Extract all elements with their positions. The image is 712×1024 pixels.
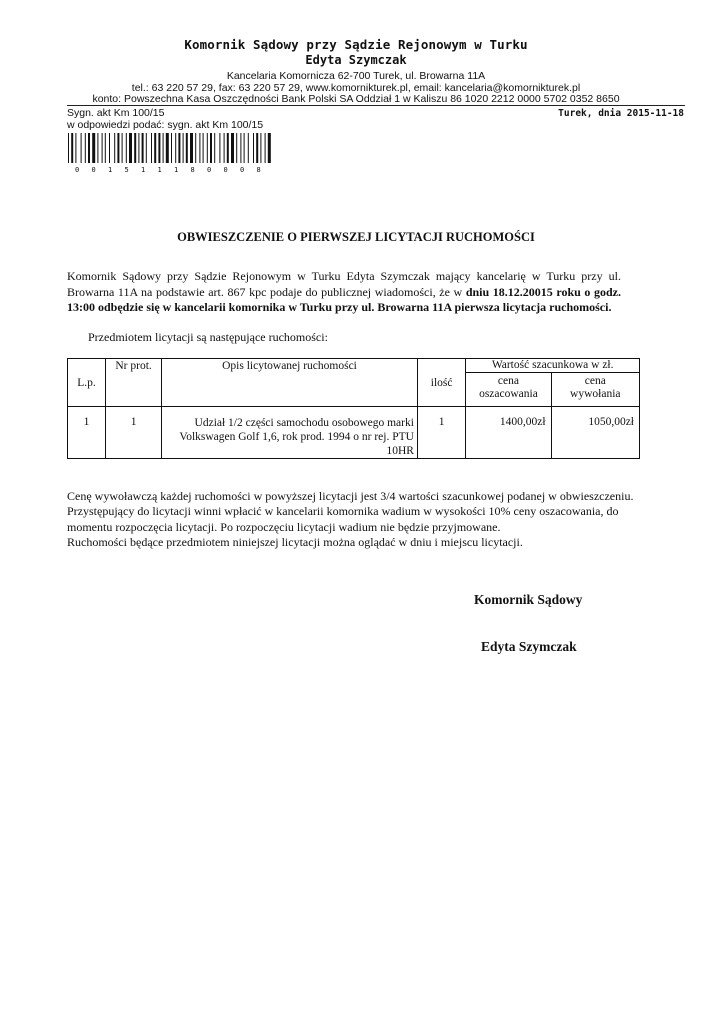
barcode-bar	[224, 133, 225, 163]
document-date: Turek, dnia 2015-11-18	[558, 108, 684, 119]
barcode-digit: 0	[91, 166, 96, 173]
barcode-bar	[195, 133, 196, 163]
barcode-bar	[186, 133, 188, 163]
barcode-bar	[175, 133, 176, 163]
announcement-paragraph	[67, 269, 621, 316]
barcode-bar	[256, 133, 258, 163]
barcode-bar	[114, 133, 115, 163]
signature-role: Komornik Sądowy	[474, 592, 583, 607]
barcode-bar	[219, 133, 220, 163]
row-cena-wywolania: 1050,00zł	[551, 407, 639, 459]
announcement-text: Komornik Sądowy przy Sądzie Rejonowym w Turku Edyta Szymczak mający kancelarię w Turku przy ul. Browarna 11A na podstawie art. 867 kpc podaje do publicznej wiadomości, że w	[67, 269, 621, 299]
barcode-bar	[97, 133, 98, 163]
barcode-bar	[190, 133, 193, 163]
barcode-bar	[240, 133, 241, 163]
bank-account: konto: Powszechna Kasa Oszczędności Bank Polski SA Oddział 1 w Kaliszu 86 1020 2212 0000 5702 0352 8650	[92, 92, 620, 105]
header-cena-oszacowania-label: cena oszacowania	[479, 375, 538, 400]
barcode-bar	[85, 133, 86, 163]
barcode-digit: 5	[124, 166, 129, 173]
barcode-bar	[122, 133, 123, 163]
barcode-bar	[244, 133, 245, 163]
terms-inspection: Ruchomości będące przedmiotem niniejszej licytacji można oglądać w dniu i miejscu licytacji.	[67, 534, 523, 549]
barcode-bar	[105, 133, 106, 163]
barcode-bar	[227, 133, 229, 163]
barcode-bar	[166, 133, 169, 163]
barcode-bar	[231, 133, 234, 163]
barcode-bar	[151, 133, 152, 163]
header-lp	[68, 359, 106, 407]
barcode-bar	[158, 133, 160, 163]
barcode-bar	[146, 133, 147, 163]
barcode-bar	[203, 133, 204, 163]
barcode-bar	[210, 133, 212, 163]
barcode-bar	[183, 133, 184, 163]
barcode-digit: 1	[141, 166, 146, 173]
office-title: Komornik Sądowy przy Sądzie Rejonowym w Turku	[184, 37, 528, 52]
barcode-bar	[117, 133, 119, 163]
row-nr: 1	[106, 407, 162, 459]
barcode-bar	[68, 133, 69, 163]
barcode-bar	[92, 133, 95, 163]
case-reference: Sygn. akt Km 100/15	[67, 107, 165, 119]
barcode-bar	[88, 133, 90, 163]
document-title: OBWIESZCZENIE O PIERWSZEJ LICYTACJI RUCHOMOŚCI	[177, 230, 535, 244]
barcode-bar	[260, 133, 261, 163]
barcode-digit: 0	[240, 166, 245, 173]
barcode-bar	[102, 133, 103, 163]
header-divider	[67, 105, 685, 106]
barcode-bar	[109, 133, 110, 163]
barcode-bar	[214, 133, 215, 163]
header-nr-label: Nr prot.	[115, 360, 152, 372]
row-lp: 1	[68, 407, 106, 459]
barcode-bar	[134, 133, 136, 163]
announcement-date-place: dniu 18.12.20015 roku o godz. 13:00 odbędzie się w kancelarii komornika w Turku przy ul. Browarna 11A pierwsza licytacja ruchomości.	[67, 284, 621, 314]
row-cena-oszacowania: 1400,00zł	[466, 407, 551, 459]
header-ilosc-label: ilość	[430, 376, 453, 389]
header-opis-label: Opis licytowanej ruchomości	[222, 360, 357, 372]
barcode-bar	[171, 133, 172, 163]
barcode-digit: 0	[207, 166, 212, 173]
header-cena-oszacowania	[466, 373, 551, 407]
barcode-bar	[142, 133, 144, 163]
barcode-bar	[253, 133, 254, 163]
barcode-digit: 8	[256, 166, 261, 173]
row-opis: Udział 1/2 części samochodu osobowego marki Volkswagen Golf 1,6, rok prod. 1994 o nr rej. PTU 10HR	[162, 407, 418, 459]
barcode-bar	[71, 133, 73, 163]
barcode-digit: 1	[108, 166, 113, 173]
auction-terms	[67, 489, 657, 550]
barcode-bar	[126, 133, 127, 163]
terms-deposit: Przystępujący do licytacji winni wpłacić w kancelarii komornika wadium w wysokości 10% ceny oszacowania, do momentu rozpoczęcia licytacji. Po rozpoczęciu licytacji wadium nie będzie przyjmowane.	[67, 504, 619, 534]
barcode-digit: 0	[223, 166, 228, 173]
barcode-bar	[248, 133, 249, 163]
signature-name: Edyta Szymczak	[481, 639, 577, 654]
auction-items-table	[67, 358, 640, 459]
barcode-digit: 1	[157, 166, 162, 173]
barcode-bar	[178, 133, 180, 163]
barcode-bar	[207, 133, 208, 163]
header-opis	[162, 359, 418, 407]
header-wartosc-label: Wartość szacunkowa w zł.	[491, 359, 614, 371]
office-contacts: tel.: 63 220 57 29, fax: 63 220 57 29, www.komornikturek.pl, email: kancelaria@komornikturek.pl	[131, 81, 581, 94]
table-row	[68, 407, 640, 459]
barcode-bar	[265, 133, 266, 163]
barcode-bar	[236, 133, 237, 163]
barcode-bar	[199, 133, 200, 163]
barcode-bar	[154, 133, 156, 163]
items-intro: Przedmiotem licytacji są następujące ruchomości:	[88, 330, 328, 344]
barcode-bar	[163, 133, 164, 163]
barcode-digit: 1	[174, 166, 179, 173]
barcode-bar	[138, 133, 139, 163]
document-barcode	[67, 133, 272, 173]
office-address: Kancelaria Komornicza 62-700 Turek, ul. Browarna 11A	[226, 70, 486, 82]
header-ilosc	[417, 359, 465, 407]
header-lp-label: L.p.	[77, 376, 96, 389]
header-cena-wywolania-label: cena wywołania	[570, 375, 621, 400]
row-ilosc: 1	[417, 407, 465, 459]
barcode-bar	[268, 133, 271, 163]
barcode-bar	[129, 133, 132, 163]
barcode-bar	[75, 133, 76, 163]
reply-reference: w odpowiedzi podać: sygn. akt Km 100/15	[67, 119, 264, 131]
terms-price: Cenę wywoławczą każdej ruchomości w powyższej licytacji jest 3/4 wartości szacunkowej podanej w obwieszczeniu.	[67, 489, 634, 503]
header-cena-wywolania	[551, 373, 639, 407]
header-wartosc	[466, 359, 640, 373]
bailiff-name: Edyta Szymczak	[305, 53, 407, 67]
barcode-bar	[81, 133, 82, 163]
header-nr	[106, 359, 162, 407]
barcode-digit: 0	[75, 166, 80, 173]
barcode-digit: 8	[190, 166, 195, 173]
